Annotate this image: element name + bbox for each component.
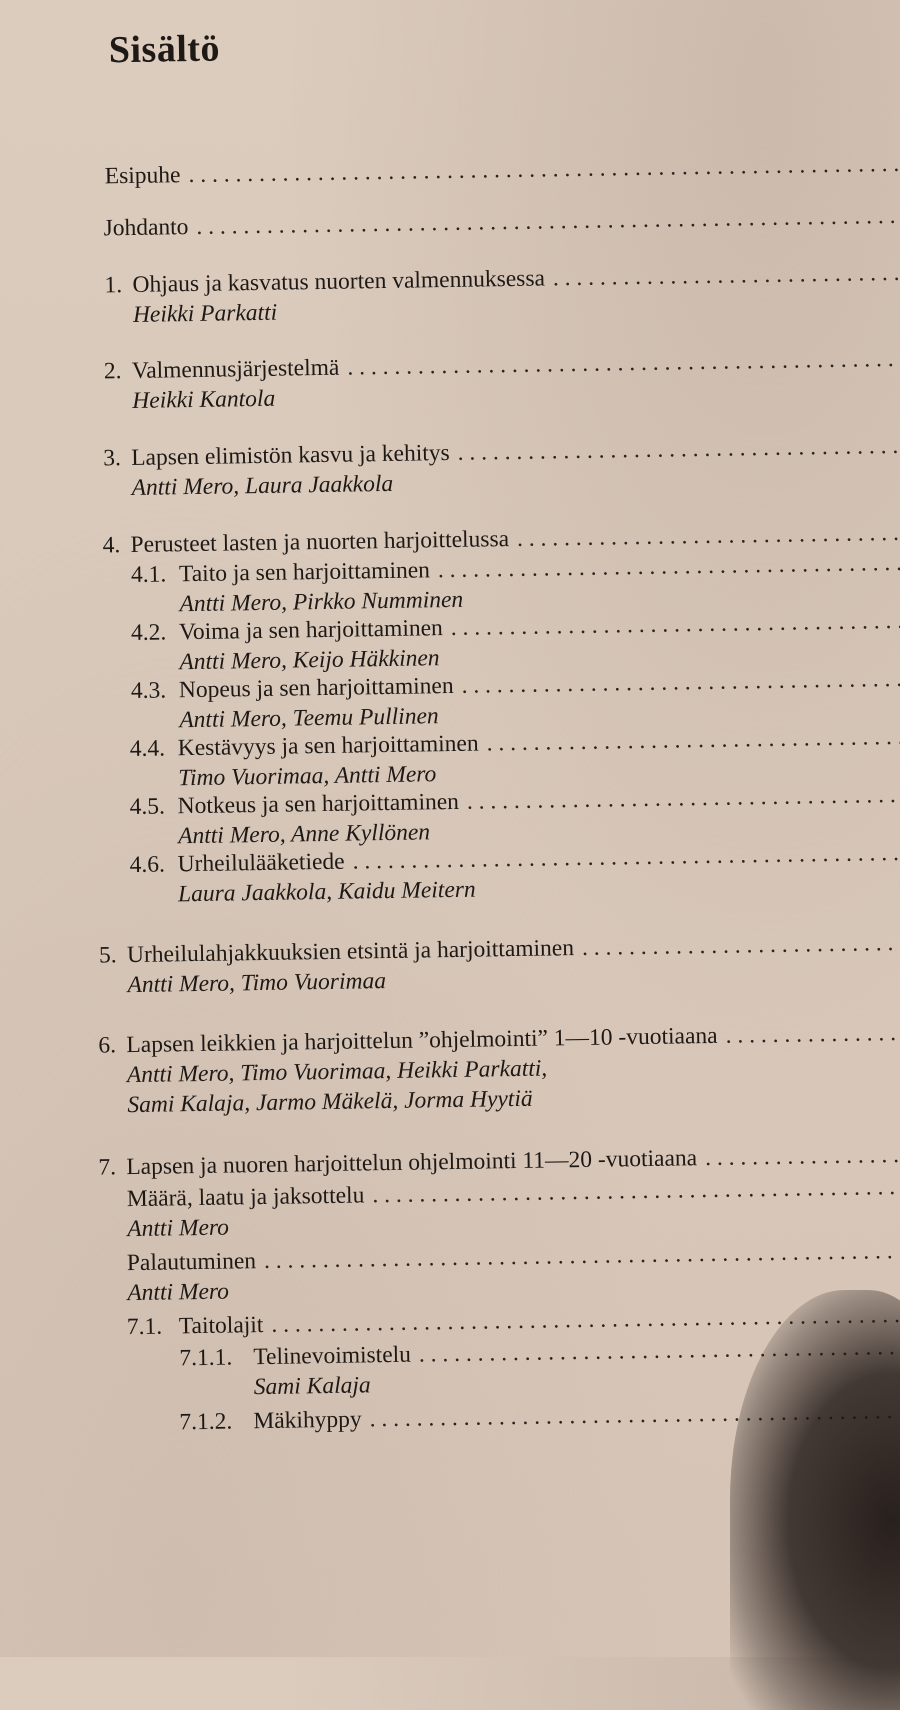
entry-author: Antti Mero, Timo Vuorimaa <box>127 968 387 999</box>
entry-number: 6. <box>98 1032 117 1059</box>
entry-label: Valmennusjärjestelmä <box>131 354 340 384</box>
entry-number: 5. <box>98 942 117 969</box>
entry-author: Heikki Kantola <box>132 385 276 414</box>
entry-label: Urheilulääketiede <box>177 848 345 878</box>
toc-entry-maara <box>127 1172 900 1244</box>
entry-label: Perusteet lasten ja nuorten harjoittelussa <box>130 526 510 559</box>
page-title: Sisältö <box>108 27 221 72</box>
entry-number: 4.1. <box>130 561 167 589</box>
entry-number: 7. <box>98 1154 117 1181</box>
entry-label: Taito ja sen harjoittaminen <box>178 557 431 588</box>
toc-entry-palautuminen <box>127 1236 900 1308</box>
toc-entry-4-6 <box>129 838 900 910</box>
entry-label: Määrä, laatu ja jaksottelu <box>126 1182 365 1213</box>
entry-author: Heikki Parkatti <box>132 299 278 328</box>
toc-entry-esipuhe <box>105 149 900 192</box>
toc-entry-1 <box>104 258 900 331</box>
entry-number: 2. <box>103 358 122 385</box>
entry-number: 4.2. <box>130 619 167 647</box>
entry-label: Voima ja sen harjoittaminen <box>178 615 444 646</box>
leader-dots <box>188 149 900 190</box>
entry-author: Antti Mero <box>127 1278 230 1307</box>
entry-author: Antti Mero, Teemu Pullinen <box>179 703 439 734</box>
leader-dots <box>553 258 900 294</box>
toc-entry-7-1-1 <box>179 1332 900 1404</box>
entry-number: 3. <box>103 445 122 472</box>
entry-author: Sami Kalaja <box>253 1372 371 1401</box>
entry-label: Lapsen leikkien ja harjoittelun ”ohjelmointi” 1—10 -vuotiaana <box>126 1022 718 1059</box>
entry-label: Johdanto <box>103 214 189 242</box>
toc-line <box>105 149 900 192</box>
entry-label: Urheilulahjakkuuksien etsintä ja harjoittaminen <box>126 935 575 969</box>
entry-number: 4.3. <box>130 677 167 705</box>
toc-entry-2 <box>104 344 900 417</box>
leader-dots <box>725 1018 900 1051</box>
entry-label: Kestävyys ja sen harjoittaminen <box>177 730 479 762</box>
entry-label: Telinevoimistelu <box>253 1341 412 1371</box>
entry-author: Sami Kalaja, Jarmo Mäkelä, Jorma Hyytiä <box>127 1085 533 1119</box>
entry-label: Lapsen ja nuoren harjoittelun ohjelmointi 11—20 -vuotiaana <box>126 1145 698 1181</box>
entry-author: Laura Jaakkola, Kaidu Meitern <box>177 876 476 908</box>
toc-line <box>179 1396 900 1438</box>
entry-author: Antti Mero, Timo Vuorimaa, Heikki Parkatti, <box>126 1055 548 1089</box>
leader-dots <box>369 1396 900 1435</box>
entry-label: Esipuhe <box>104 162 181 190</box>
entry-label: Lapsen elimistön kasvu ja kehitys <box>131 439 450 471</box>
entry-label: Notkeus ja sen harjoittaminen <box>177 788 460 820</box>
entry-label: Nopeus ja sen harjoittaminen <box>178 672 454 704</box>
entry-author: Antti Mero <box>127 1214 230 1243</box>
entry-label: Mäkihyppy <box>253 1406 362 1435</box>
entry-number: 4.5. <box>129 793 166 821</box>
leader-dots <box>705 1140 900 1173</box>
entry-author: Antti Mero, Pirkko Numminen <box>179 586 464 618</box>
entry-number: 4.4. <box>129 735 166 763</box>
entry-number: 7.1.1. <box>179 1344 233 1372</box>
entry-number: 7.1. <box>126 1313 163 1341</box>
entry-author: Antti Mero, Laura Jaakkola <box>131 470 394 501</box>
entry-number: 7.1.2. <box>179 1408 233 1436</box>
leader-dots <box>196 201 900 242</box>
entry-number: 1. <box>104 272 123 299</box>
entry-label: Palautuminen <box>126 1248 257 1277</box>
toc-line <box>103 201 900 244</box>
toc-entry-3 <box>103 431 900 504</box>
entry-author: Timo Vuorimaa, Antti Mero <box>178 761 437 792</box>
toc-entry-johdanto <box>103 201 900 244</box>
toc-entry-7-1-2 <box>179 1396 900 1438</box>
entry-number: 4. <box>102 532 121 559</box>
toc-entry-5 <box>99 928 900 1001</box>
entry-label: Ohjaus ja kasvatus nuorten valmennuksessa <box>132 265 546 298</box>
entry-author: Antti Mero, Anne Kyllönen <box>177 819 431 850</box>
leader-dots <box>582 928 900 963</box>
entry-author: Antti Mero, Keijo Häkkinen <box>179 645 440 676</box>
toc-entry-6 <box>98 1018 900 1121</box>
entry-number: 4.6. <box>129 851 166 879</box>
entry-label: Taitolajit <box>178 1312 264 1340</box>
